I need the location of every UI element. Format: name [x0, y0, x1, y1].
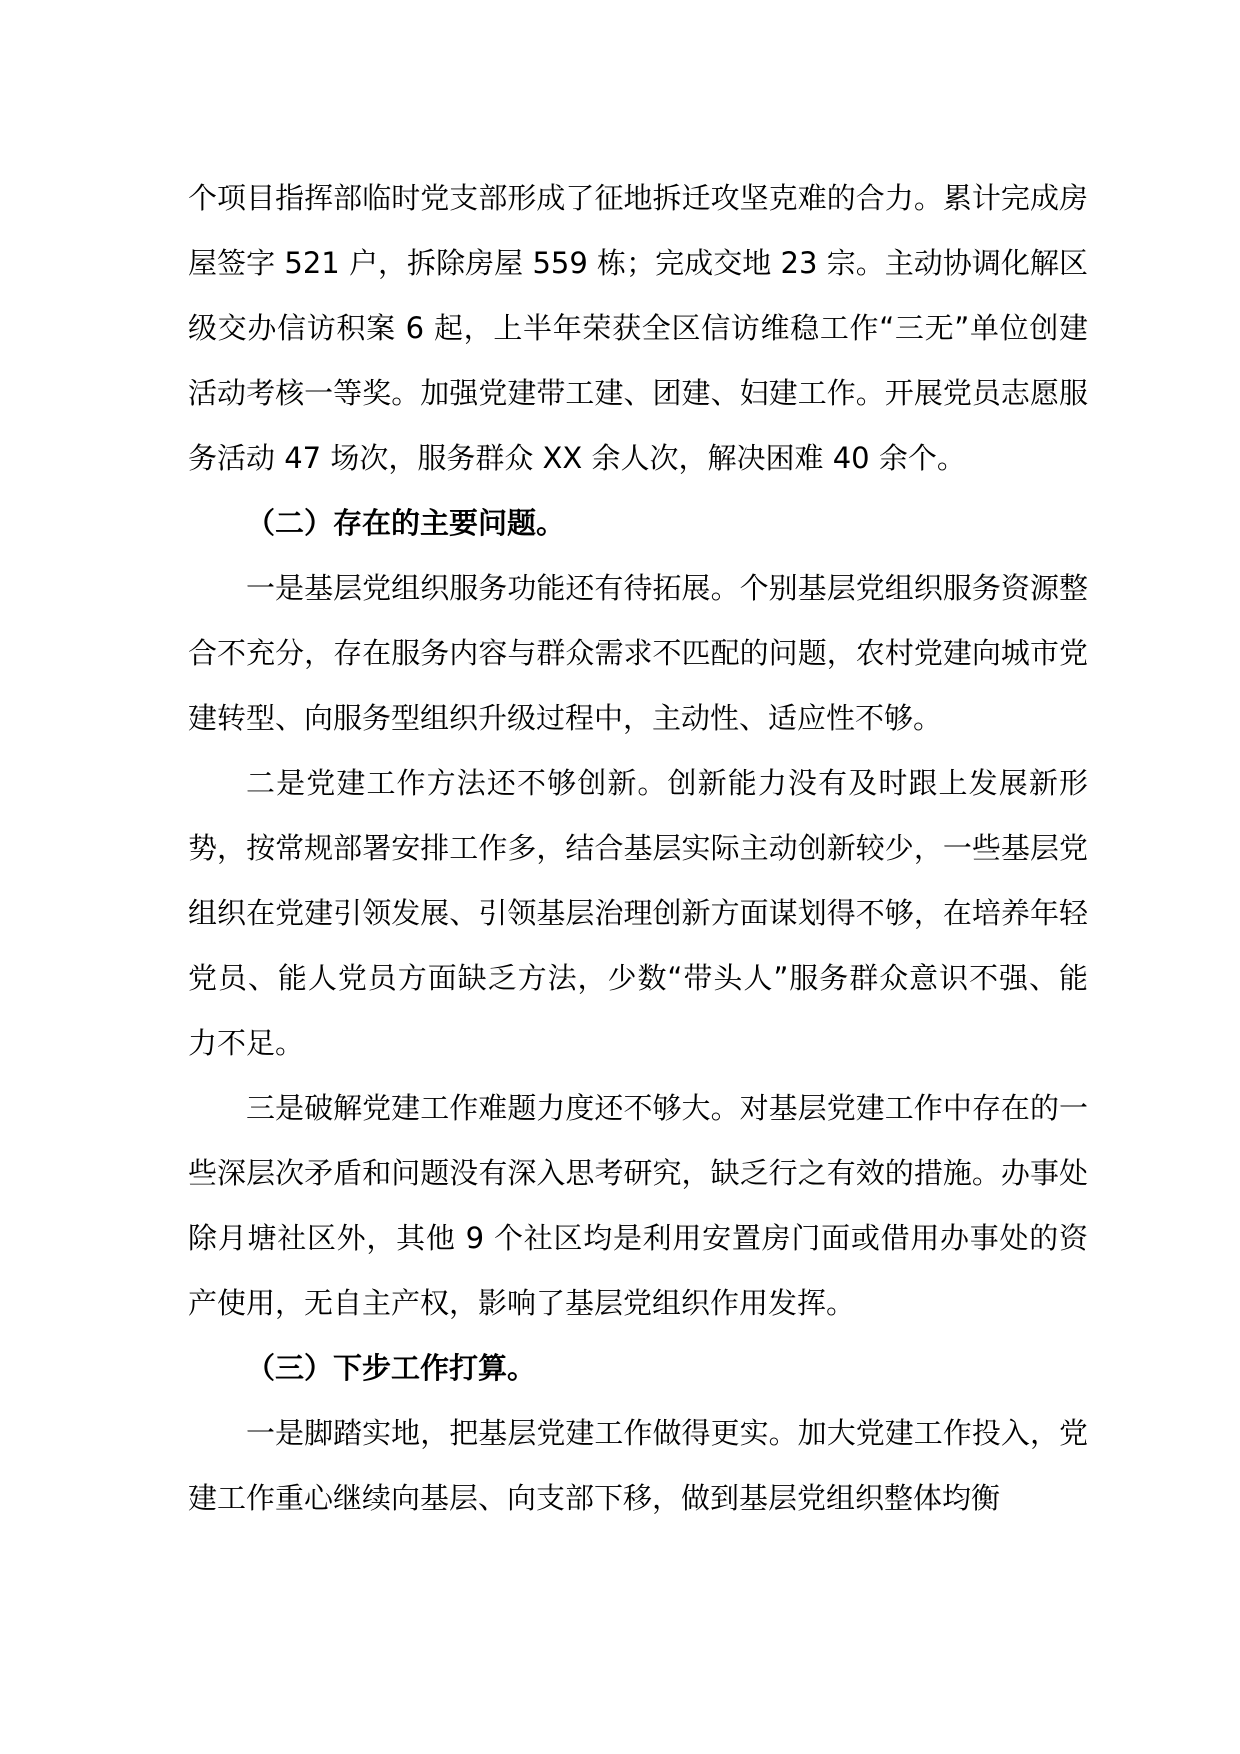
document-body	[188, 166, 1088, 1531]
paragraph-problem-one: 一是基层党组织服务功能还有待拓展。个别基层党组织服务资源整合不充分，存在服务内容与群众需求不匹配的问题，农村党建向城市党建转型、向服务型组织升级过程中，主动性、适应性不够。	[188, 571, 1088, 735]
paragraph-problem-two: 二是党建工作方法还不够创新。创新能力没有及时跟上发展新形势，按常规部署安排工作多，结合基层实际主动创新较少，一些基层党组织在党建引领发展、引领基层治理创新方面谋划得不够，在培养年轻党员、能人党员方面缺乏方法，少数“带头人”服务群众意识不强、能力不足。	[188, 766, 1088, 1060]
paragraph-achievements: 个项目指挥部临时党支部形成了征地拆迁攻坚克难的合力。累计完成房屋签字 521 户，拆除房屋 559 栋；完成交地 23 宗。主动协调化解区级交办信访积案 6 起，上半年荣获全区信访维稳工作“三无”单位创建活动考核一等奖。加强党建带工建、团建、妇建工作。开展党员志愿服务活动 47 场次，服务群众 XX 余人次，解决困难 40 余个。	[188, 181, 1088, 475]
paragraph-problem-three: 三是破解党建工作难题力度还不够大。对基层党建工作中存在的一些深层次矛盾和问题没有深入思考研究，缺乏行之有效的措施。办事处除月塘社区外，其他 9 个社区均是利用安置房门面或借用办事处的资产使用，无自主产权，影响了基层党组织作用发挥。	[188, 1091, 1088, 1320]
paragraph-plan-one: 一是脚踏实地，把基层党建工作做得更实。加大党建工作投入，党建工作重心继续向基层、向支部下移，做到基层党组织整体均衡	[188, 1416, 1088, 1515]
section-heading-next-steps: （三）下步工作打算。	[246, 1351, 537, 1385]
section-heading-main-problems: （二）存在的主要问题。	[246, 506, 566, 540]
